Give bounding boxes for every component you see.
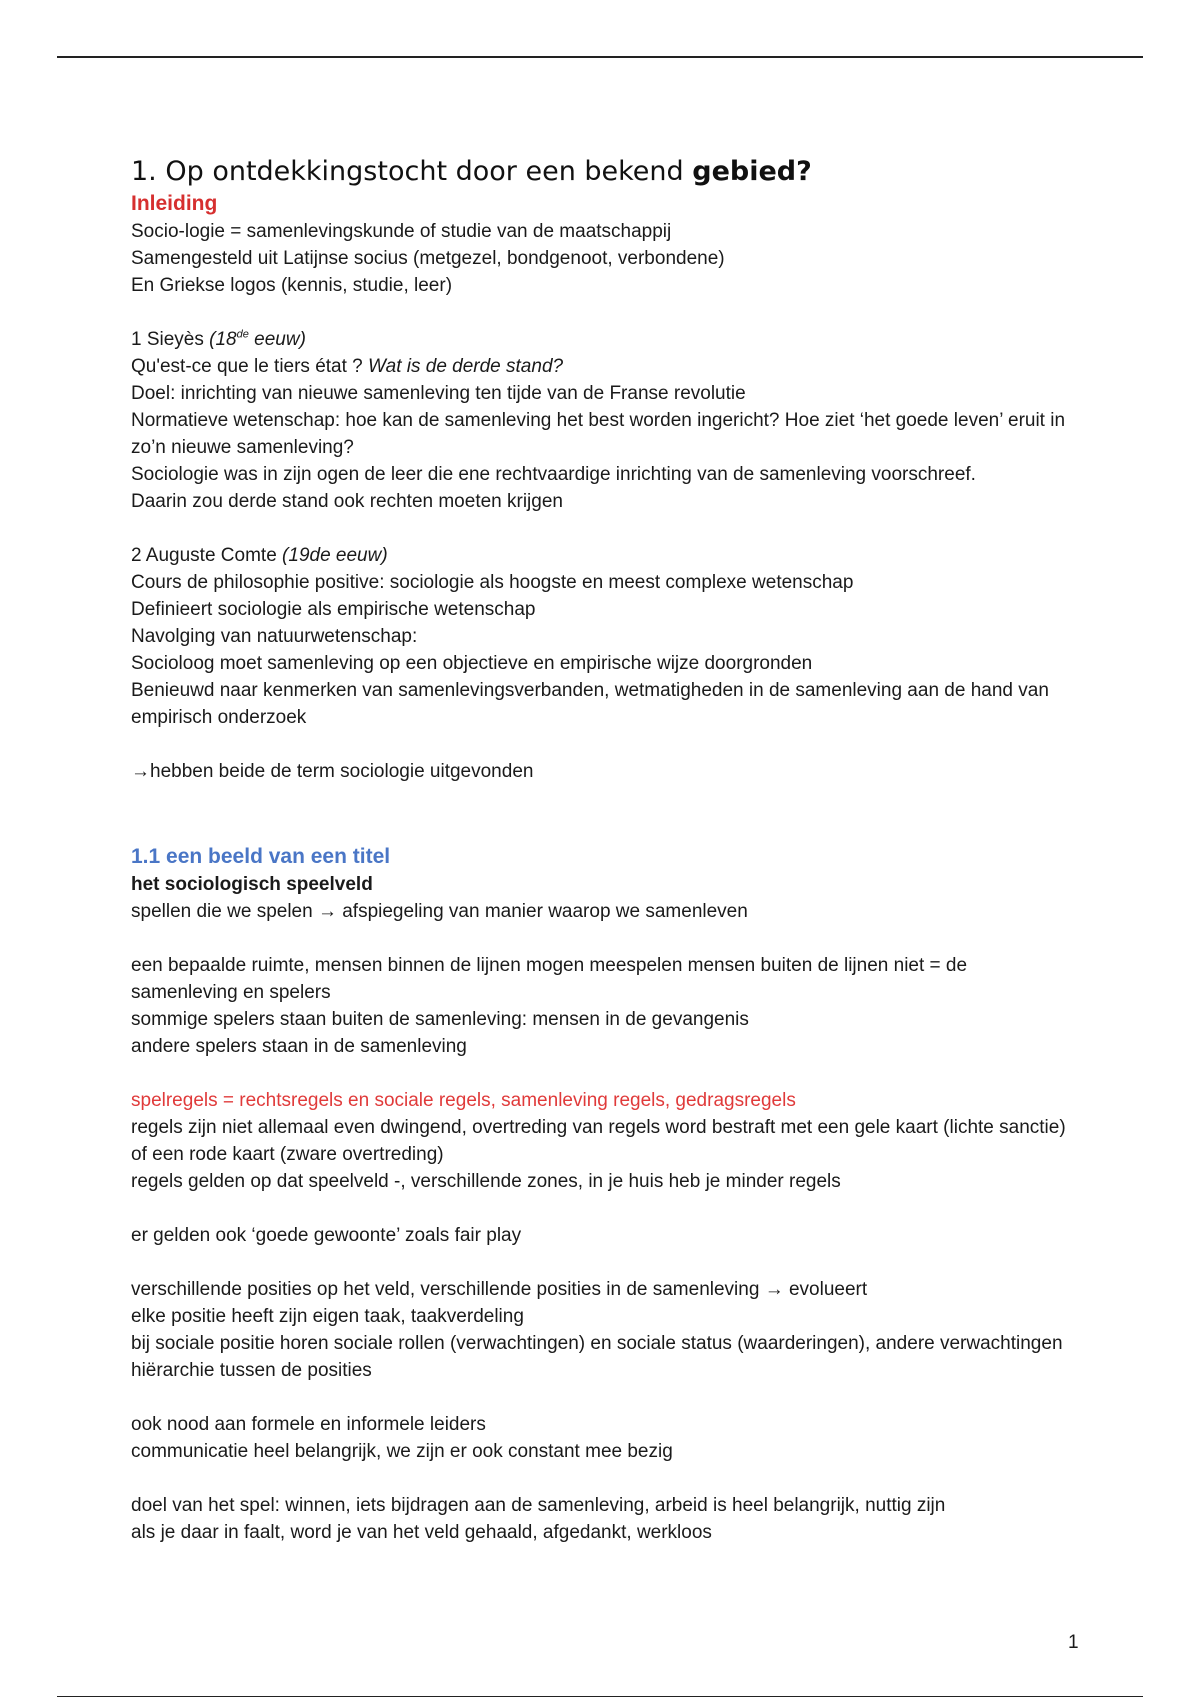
paragraph-line: elke positie heeft zijn eigen taak, taakverdeling xyxy=(131,1306,524,1327)
title-bold: gebied? xyxy=(692,156,812,187)
conclusion-line: →hebben beide de term sociologie uitgevonden xyxy=(131,761,534,782)
paragraph-line: doel van het spel: winnen, iets bijdragen aan de samenleving, arbeid is heel belangrijk, nuttig zijn xyxy=(131,1495,946,1516)
comte-line: Navolging van natuurwetenschap: xyxy=(131,626,418,647)
intro-line: Samengesteld uit Latijnse socius (metgezel, bondgenoot, verbondene) xyxy=(131,248,725,269)
section-heading: 1.1 een beeld van een titel xyxy=(131,845,391,868)
sieyes-era-suffix: eeuw) xyxy=(248,329,306,350)
paragraph-line: hiërarchie tussen de posities xyxy=(131,1360,372,1381)
paragraph-line: andere spelers staan in de samenleving xyxy=(131,1036,467,1057)
comte-heading xyxy=(131,542,1076,569)
document-body xyxy=(131,152,1076,1546)
sieyes-heading xyxy=(131,326,1076,353)
sieyes-line: Doel: inrichting van nieuwe samenleving ten tijde van de Franse revolutie xyxy=(131,383,746,404)
comte-line: Socioloog moet samenleving op een objectieve en empirische wijze doorgronden xyxy=(131,653,813,674)
sieyes-question xyxy=(131,353,1076,380)
paragraph-line: bij sociale positie horen sociale rollen (verwachtingen) en sociale status (waarderingen), andere verwachtingen xyxy=(131,1333,1063,1354)
paragraph-line: verschillende posities op het veld, verschillende posities in de samenleving → evolueert xyxy=(131,1279,868,1300)
sieyes-question-nl: Wat is de derde stand? xyxy=(368,356,564,377)
paragraph-line: ook nood aan formele en informele leiders xyxy=(131,1414,486,1435)
paragraph-line: regels zijn niet allemaal even dwingend, overtreding van regels word bestraft met een gele kaart (lichte sanctie) of een rode kaart (zware overtreding) xyxy=(131,1117,1066,1165)
paragraph-line: regels gelden op dat speelveld -, verschillende zones, in je huis heb je minder regels xyxy=(131,1171,841,1192)
comte-line: Benieuwd naar kenmerken van samenlevingsverbanden, wetmatigheden in de samenleving aan de hand van empirisch onderzoek xyxy=(131,680,1049,728)
paragraph-line: spellen die we spelen → afspiegeling van manier waarop we samenleven xyxy=(131,901,748,922)
comte-era: (19de eeuw) xyxy=(282,545,388,566)
comte-line: Cours de philosophie positive: sociologie als hoogste en meest complexe wetenschap xyxy=(131,572,854,593)
intro-heading: Inleiding xyxy=(131,192,218,215)
sieyes-era: (18 xyxy=(209,329,237,350)
rules-highlight: spelregels = rechtsregels en sociale regels, samenleving regels, gedragsregels xyxy=(131,1090,796,1111)
page-title xyxy=(131,152,1076,192)
paragraph-line: sommige spelers staan buiten de samenleving: mensen in de gevangenis xyxy=(131,1009,749,1030)
paragraph-line: er gelden ook ‘goede gewoonte’ zoals fair play xyxy=(131,1225,522,1246)
intro-line: En Griekse logos (kennis, studie, leer) xyxy=(131,275,453,296)
comte-line: Definieert sociologie als empirische wetenschap xyxy=(131,599,536,620)
section-subheading: het sociologisch speelveld xyxy=(131,874,373,895)
paragraph-line: een bepaalde ruimte, mensen binnen de lijnen mogen meespelen mensen buiten de lijnen niet = de samenleving en spelers xyxy=(131,955,968,1003)
intro-line: Socio-logie = samenlevingskunde of studie van de maatschappij xyxy=(131,221,672,242)
footer-rule xyxy=(57,1696,1143,1697)
sieyes-question-fr: Qu'est-ce que le tiers état ? xyxy=(131,356,369,377)
sieyes-line: Sociologie was in zijn ogen de leer die ene rechtvaardige inrichting van de samenleving voorschreef. xyxy=(131,464,976,485)
paragraph-line: communicatie heel belangrijk, we zijn er ook constant mee bezig xyxy=(131,1441,673,1462)
header-rule xyxy=(57,56,1143,58)
sieyes-era-sup: de xyxy=(236,328,249,341)
sieyes-name: 1 Sieyès xyxy=(131,329,210,350)
page-number: 1 xyxy=(1068,1632,1079,1653)
sieyes-line: Daarin zou derde stand ook rechten moeten krijgen xyxy=(131,491,563,512)
title-regular: 1. Op ontdekkingstocht door een bekend xyxy=(131,156,693,187)
sieyes-line: Normatieve wetenschap: hoe kan de samenleving het best worden ingericht? Hoe ziet ‘het goede leven’ eruit in zo’n nieuwe samenleving? xyxy=(131,410,1066,458)
comte-name: 2 Auguste Comte xyxy=(131,545,283,566)
paragraph-line: als je daar in faalt, word je van het veld gehaald, afgedankt, werkloos xyxy=(131,1522,712,1543)
